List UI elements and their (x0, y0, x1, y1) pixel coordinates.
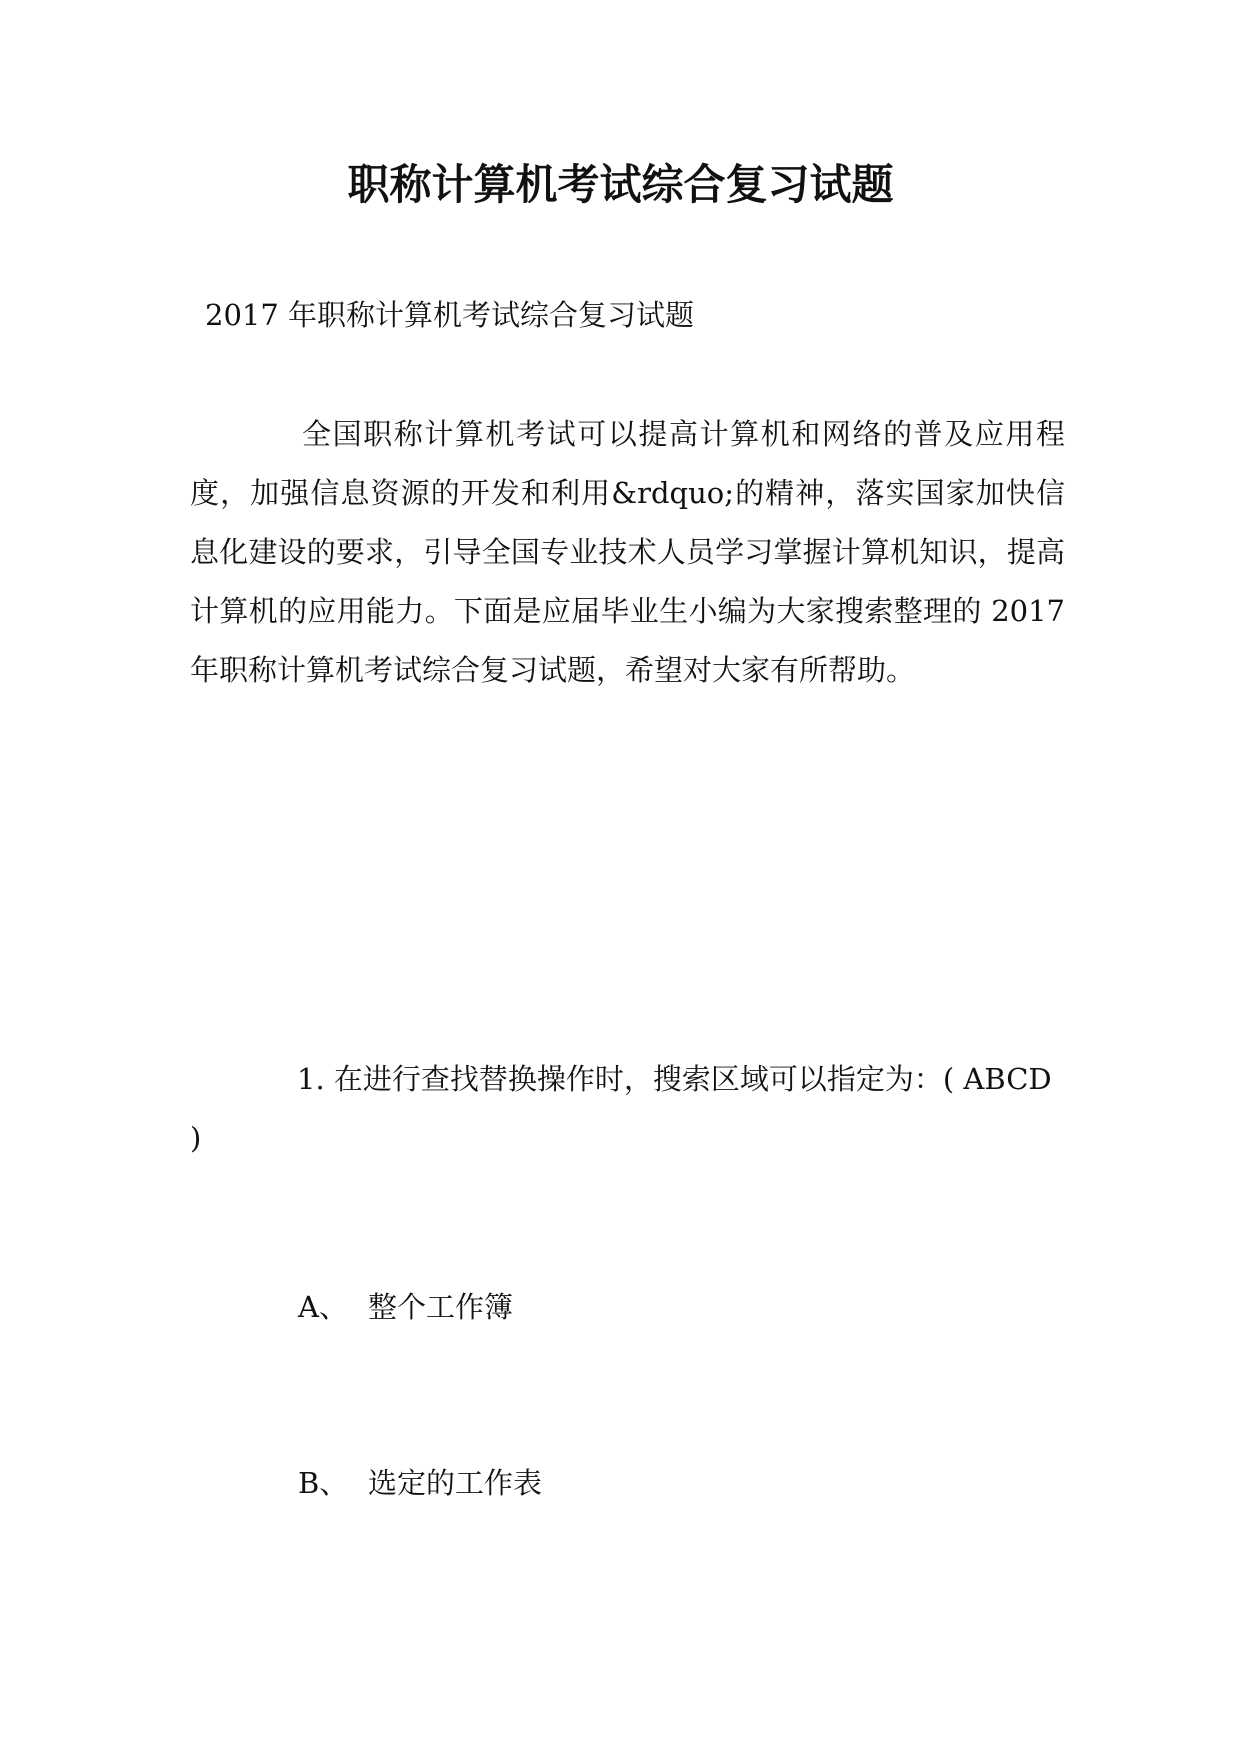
option-a (298, 1285, 1058, 1329)
option-a-letter: A、 (298, 1290, 348, 1324)
document-title: 职称计算机考试综合复习试题 (347, 160, 894, 209)
option-b-text: 选定的工作表 (368, 1466, 543, 1500)
option-b-letter: B、 (298, 1466, 349, 1500)
question-1: 1. 在进行查找替换操作时，搜索区域可以指定为：( ABCD ) (190, 1062, 1052, 1155)
document-subtitle: 2017 年职称计算机考试综合复习试题 (205, 298, 695, 332)
intro-paragraph: 全国职称计算机考试可以提高计算机和网络的普及应用程度，加强信息资源的开发和利用&rdquo;的精神，落实国家加快信息化建设的要求，引导全国专业技术人员学习掌握计算机知识，提高计算机的应用能力。下面是应届毕业生小编为大家搜索整理的 2017 年职称计算机考试综合复习试题，希望对大家有所帮助。 (190, 417, 1065, 687)
option-a-text: 整个工作簿 (368, 1290, 514, 1324)
option-b (298, 1461, 1058, 1505)
